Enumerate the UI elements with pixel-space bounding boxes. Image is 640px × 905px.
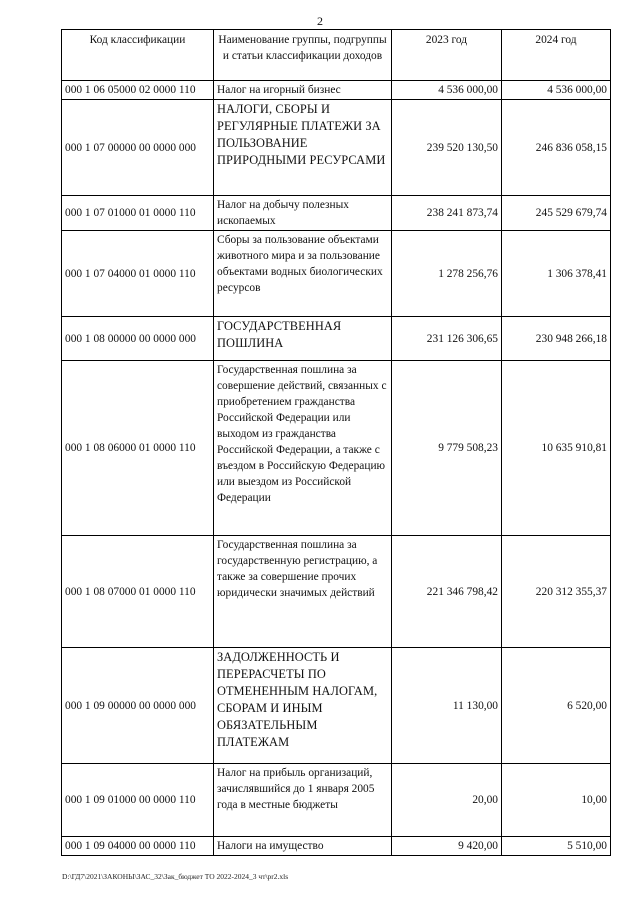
- classification-code: 000 1 08 00000 00 0000 000: [62, 317, 214, 361]
- revenue-name: Налог на добычу полезных ископаемых: [214, 196, 392, 231]
- amount-2024: 246 836 058,15: [502, 100, 611, 196]
- revenue-name: Государственная пошлина за государственную регистрацию, а также за совершение прочих юридически значимых действий: [214, 536, 392, 648]
- amount-2023: 9 420,00: [392, 837, 502, 856]
- revenue-name: Налоги на имущество: [214, 837, 392, 856]
- table-row: [62, 764, 611, 837]
- table-row: [62, 196, 611, 231]
- revenue-name: Сборы за пользование объектами животного мира и за пользование объектами водных биологических ресурсов: [214, 231, 392, 317]
- amount-2024: 4 536 000,00: [502, 81, 611, 100]
- amount-2023: 1 278 256,76: [392, 231, 502, 317]
- amount-2024: 220 312 355,37: [502, 536, 611, 648]
- classification-code: 000 1 09 04000 00 0000 110: [62, 837, 214, 856]
- revenue-name: Налог на прибыль организаций, зачислявшийся до 1 января 2005 года в местные бюджеты: [214, 764, 392, 837]
- revenue-name: Налог на игорный бизнес: [214, 81, 392, 100]
- amount-2023: 221 346 798,42: [392, 536, 502, 648]
- table-row: [62, 648, 611, 764]
- amount-2024: 245 529 679,74: [502, 196, 611, 231]
- amount-2024: 230 948 266,18: [502, 317, 611, 361]
- header-name: Наименование группы, подгруппы и статьи классификации доходов: [214, 30, 392, 81]
- amount-2023: 239 520 130,50: [392, 100, 502, 196]
- amount-2024: 10 635 910,81: [502, 361, 611, 536]
- header-code: Код классификации: [62, 30, 214, 81]
- revenue-table: [61, 29, 611, 856]
- classification-code: 000 1 07 00000 00 0000 000: [62, 100, 214, 196]
- classification-code: 000 1 08 06000 01 0000 110: [62, 361, 214, 536]
- classification-code: 000 1 07 04000 01 0000 110: [62, 231, 214, 317]
- amount-2024: 1 306 378,41: [502, 231, 611, 317]
- classification-code: 000 1 07 01000 01 0000 110: [62, 196, 214, 231]
- classification-code: 000 1 09 01000 00 0000 110: [62, 764, 214, 837]
- table-row: [62, 361, 611, 536]
- table-row: [62, 100, 611, 196]
- table-row: [62, 837, 611, 856]
- revenue-name: ЗАДОЛЖЕННОСТЬ И ПЕРЕРАСЧЕТЫ ПО ОТМЕНЕННЫМ НАЛОГАМ, СБОРАМ И ИНЫМ ОБЯЗАТЕЛЬНЫМ ПЛАТЕЖАМ: [214, 648, 392, 764]
- amount-2024: 5 510,00: [502, 837, 611, 856]
- table-row: [62, 536, 611, 648]
- file-path-footer: D:\ГД7\2021\ЗАКОНЫ\ЗАС_32\Зак_бюджет ТО 2022-2024_3 чт\pr2.xls: [62, 872, 289, 881]
- amount-2023: 9 779 508,23: [392, 361, 502, 536]
- table-header-row: [62, 30, 611, 81]
- amount-2023: 231 126 306,65: [392, 317, 502, 361]
- amount-2023: 20,00: [392, 764, 502, 837]
- classification-code: 000 1 09 00000 00 0000 000: [62, 648, 214, 764]
- table-row: [62, 81, 611, 100]
- amount-2023: 4 536 000,00: [392, 81, 502, 100]
- table-row: [62, 317, 611, 361]
- revenue-name: НАЛОГИ, СБОРЫ И РЕГУЛЯРНЫЕ ПЛАТЕЖИ ЗА ПОЛЬЗОВАНИЕ ПРИРОДНЫМИ РЕСУРСАМИ: [214, 100, 392, 196]
- header-year-2024: 2024 год: [502, 30, 611, 81]
- header-year-2023: 2023 год: [392, 30, 502, 81]
- amount-2024: 6 520,00: [502, 648, 611, 764]
- amount-2023: 238 241 873,74: [392, 196, 502, 231]
- page-number: 2: [317, 14, 323, 28]
- table-row: [62, 231, 611, 317]
- amount-2024: 10,00: [502, 764, 611, 837]
- classification-code: 000 1 06 05000 02 0000 110: [62, 81, 214, 100]
- classification-code: 000 1 08 07000 01 0000 110: [62, 536, 214, 648]
- amount-2023: 11 130,00: [392, 648, 502, 764]
- revenue-name: ГОСУДАРСТВЕННАЯ ПОШЛИНА: [214, 317, 392, 361]
- revenue-name: Государственная пошлина за совершение действий, связанных с приобретением гражданства Российской Федерации или выходом из гражданства Российской Федерации, а также с въездом в Российскую Федерацию или выездом из Российской Федерации: [214, 361, 392, 536]
